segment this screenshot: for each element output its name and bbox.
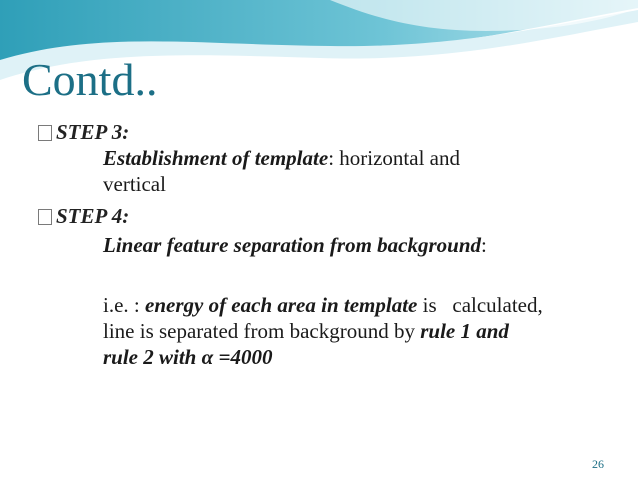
step4-line4 bbox=[103, 318, 509, 344]
bullet-icon bbox=[38, 125, 52, 141]
step4-line1 bbox=[103, 232, 487, 258]
step3-line1 bbox=[103, 145, 460, 171]
slide-title: Contd.. bbox=[22, 54, 158, 105]
step3-line1-rest: : horizontal and bbox=[328, 146, 460, 170]
step3-line2: vertical bbox=[103, 172, 166, 196]
step4-line3-bold: energy of each area in template bbox=[145, 293, 418, 317]
step4-line3-rest: is calculated, bbox=[417, 293, 543, 317]
step3-bullet bbox=[38, 119, 129, 145]
step4-line4-bold: rule 1 and bbox=[420, 319, 509, 343]
step4-line3-prefix: i.e. : bbox=[103, 293, 145, 317]
slide-number: 26 bbox=[592, 457, 604, 471]
step4-line3 bbox=[103, 292, 543, 318]
step4-line5: rule 2 with α =4000 bbox=[103, 345, 273, 369]
step4-bullet bbox=[38, 203, 129, 229]
step4-line1-rest: : bbox=[481, 233, 487, 257]
step3-line1-bold: Establishment of template bbox=[103, 146, 329, 170]
step4-line4-plain: line is separated from background by bbox=[103, 319, 421, 343]
bullet-icon bbox=[38, 209, 52, 225]
step3-label: STEP 3: bbox=[56, 120, 130, 144]
step4-label: STEP 4: bbox=[56, 204, 130, 228]
step4-line1-bold: Linear feature separation from background bbox=[103, 233, 482, 257]
